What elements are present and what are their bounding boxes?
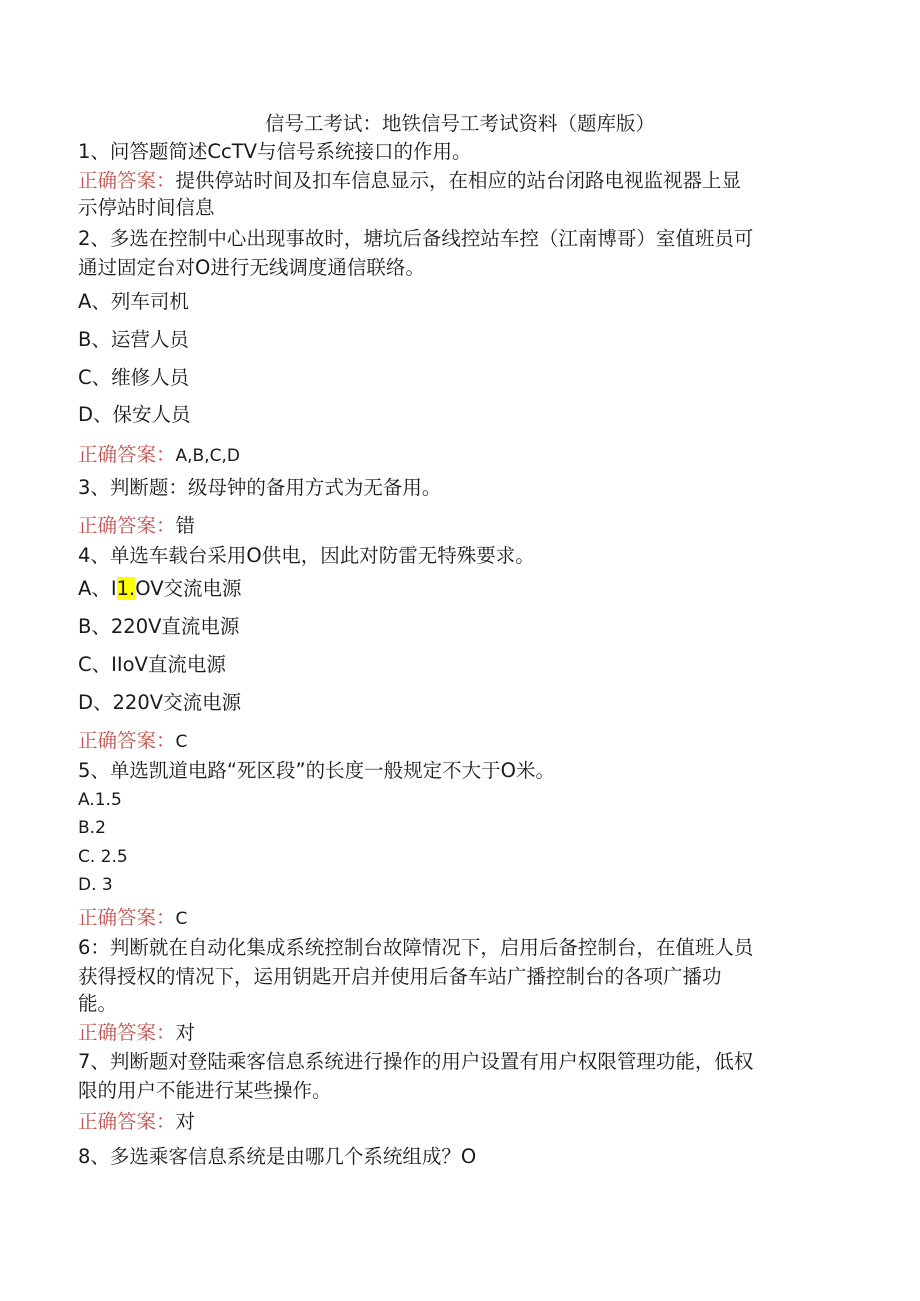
question-4: 4、单选车载台采用O供电，因此对防雷无特殊要求。 [78, 544, 535, 567]
answer-1 [78, 167, 741, 195]
answer-7 [78, 1108, 195, 1136]
answer-label: 正确答案： [78, 729, 176, 752]
question-3: 3、判断题：级母钟的备用方式为无备用。 [78, 476, 442, 499]
answer-label: 正确答案： [78, 1110, 176, 1133]
question-8: 8、多选乘客信息系统是由哪几个系统组成？O [78, 1145, 477, 1168]
answer-5 [78, 904, 187, 933]
question-6-continued-2: 能。 [78, 992, 118, 1015]
question-2-option-d: D、保安人员 [78, 403, 191, 426]
answer-label: 正确答案： [78, 443, 176, 466]
answer-4-value: C [175, 732, 188, 752]
question-2: 2、多选在控制中心出现事故时，塘坑后备线控站车控（江南博哥）室值班员可 [78, 227, 754, 250]
question-6: 6：判断就在自动化集成系统控制台故障情况下，启用后备控制台，在值班人员 [78, 936, 754, 959]
question-2-continued: 通过固定台对O进行无线调度通信联络。 [78, 256, 425, 279]
question-5-option-a: A.1.5 [78, 790, 122, 810]
answer-label: 正确答案： [78, 514, 176, 537]
answer-label: 正确答案： [78, 169, 176, 192]
question-5-option-d: D. 3 [78, 875, 113, 895]
option-a-prefix: A、I [78, 577, 117, 600]
answer-label: 正确答案： [78, 906, 176, 929]
question-5: 5、单选凯道电路“死区段”的长度一般规定不大于O米。 [78, 759, 555, 782]
answer-6-value: 对 [175, 1021, 196, 1044]
question-4-option-c: C、IIoV直流电源 [78, 653, 226, 676]
answer-7-value: 对 [175, 1110, 196, 1133]
answer-3-value: 错 [175, 514, 196, 537]
question-2-option-b: B、运营人员 [78, 328, 189, 351]
answer-1-continued: 示停站时间信息 [78, 196, 215, 219]
highlighted-text: 1. [116, 577, 136, 600]
question-7-continued: 限的用户不能进行某些操作。 [78, 1079, 332, 1102]
question-2-option-a: A、列车司机 [78, 290, 189, 313]
question-4-option-d: D、220V交流电源 [78, 691, 242, 714]
question-5-option-b: B.2 [78, 818, 106, 838]
question-2-option-c: C、维修人员 [78, 366, 190, 389]
question-4-option-b: B、220V直流电源 [78, 615, 240, 638]
answer-label: 正确答案： [78, 1021, 176, 1044]
question-4-option-a [78, 575, 242, 603]
answer-3 [78, 512, 195, 540]
answer-6 [78, 1019, 195, 1047]
answer-2-value: A,B,C,D [175, 446, 240, 466]
answer-1-value: 提供停站时间及扣车信息显示，在相应的站台闭路电视监视器上显 [175, 169, 742, 192]
answer-5-value: C [175, 909, 188, 929]
question-1: 1、问答题简述CcTV与信号系统接口的作用。 [78, 140, 472, 163]
answer-2 [78, 441, 240, 470]
answer-4 [78, 727, 187, 756]
question-5-option-c: C. 2.5 [78, 847, 128, 867]
question-6-continued: 获得授权的情况下，运用钥匙开启并使用后备车站广播控制台的各项广播功 [78, 965, 722, 988]
option-a-suffix: OV交流电源 [135, 577, 242, 600]
page-title: 信号工考试：地铁信号工考试资料（题库版） [264, 112, 655, 135]
question-7: 7、判断题对登陆乘客信息系统进行操作的用户设置有用户权限管理功能，低权 [78, 1050, 754, 1073]
